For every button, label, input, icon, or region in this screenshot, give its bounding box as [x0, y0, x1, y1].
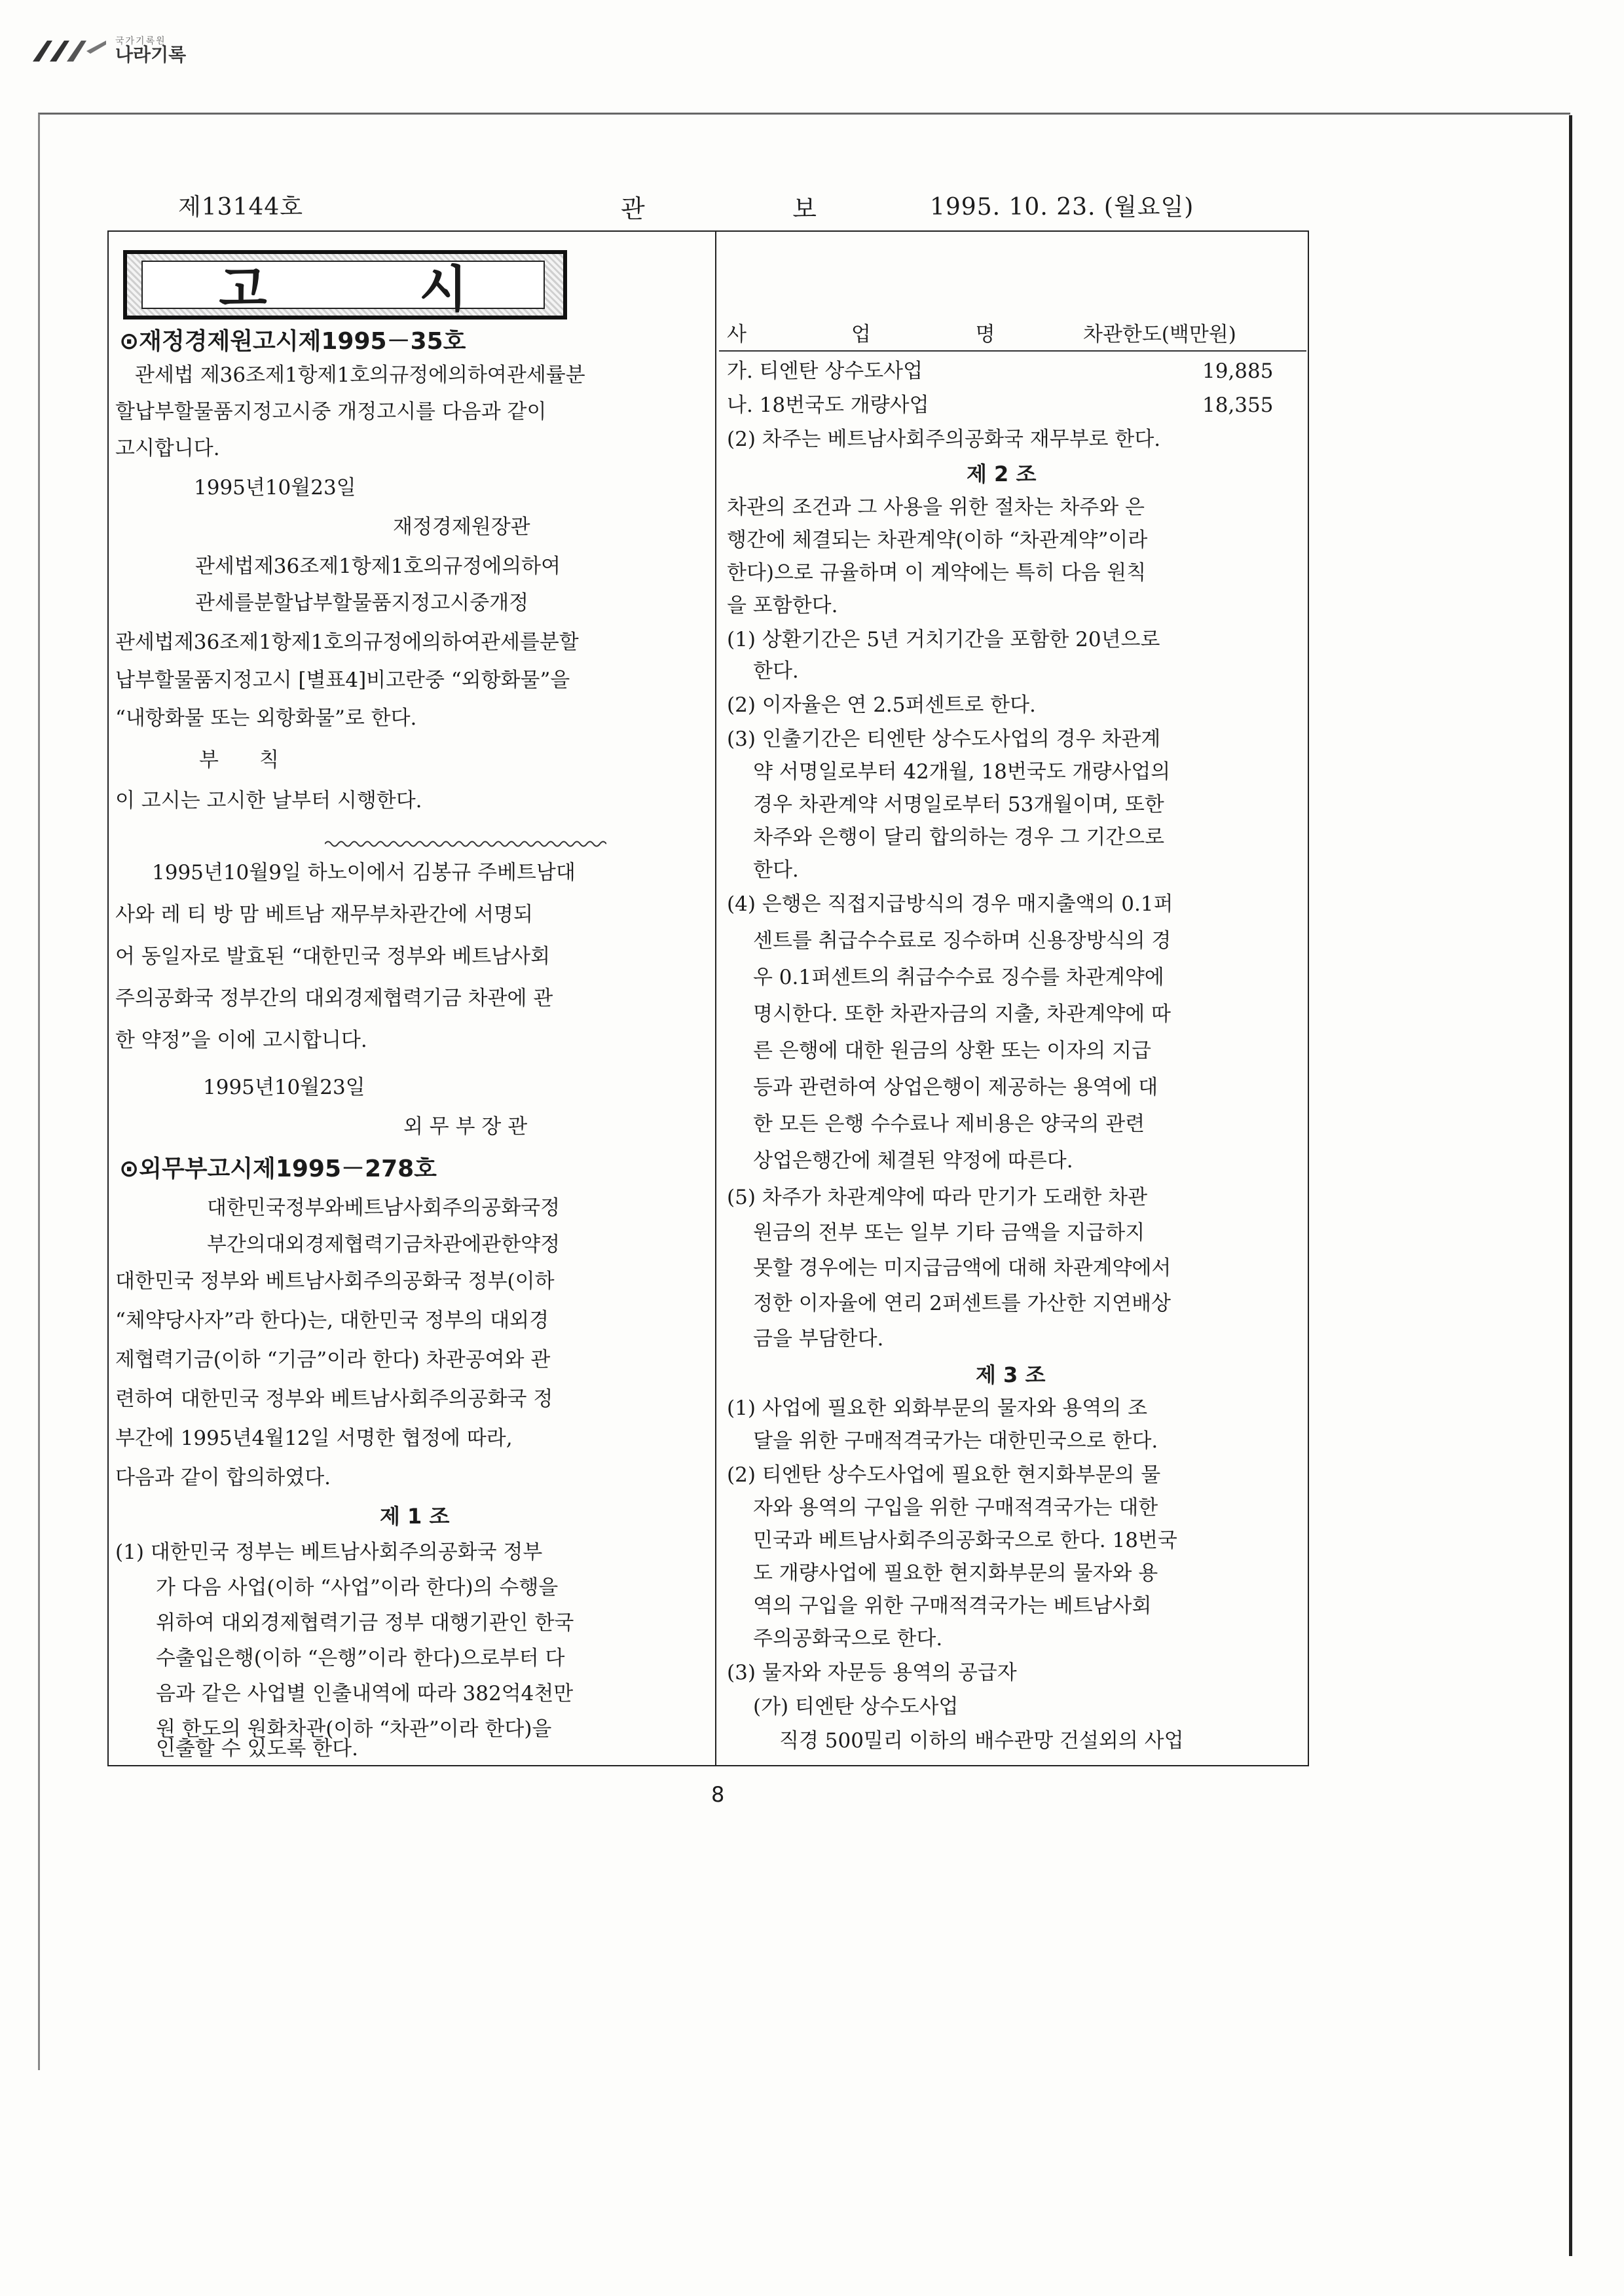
text-line: (1) 대한민국 정부는 베트남사회주의공화국 정부 [115, 1540, 543, 1564]
text-line: 금을 부담한다. [753, 1327, 884, 1351]
text-line: 른 은행에 대한 원금의 상환 또는 이자의 지급 [753, 1039, 1152, 1063]
text-line: 가 다음 사업(이하 “사업”이라 한다)의 수행을 [156, 1576, 559, 1599]
text-line: 원 한도의 원화차관(이하 “차관”이라 한다)을 [156, 1717, 552, 1741]
text-line: “체약당사자”라 한다)는, 대한민국 정부의 대외경 [115, 1309, 549, 1332]
table-row-name: 가. 티엔탄 상수도사업 [727, 359, 923, 383]
text-line: 한다. [753, 858, 799, 882]
date-line: 1995년10월23일 [203, 1076, 365, 1099]
text-line: 한다. [753, 659, 799, 683]
page-number: 8 [711, 1782, 725, 1807]
text-line: 차주와 은행이 달리 합의하는 경우 그 기간으로 [753, 826, 1165, 849]
text-line: 고시합니다. [115, 437, 220, 460]
text-line: 달을 위한 구매적격국가는 대한민국으로 한다. [753, 1429, 1158, 1453]
text-line: 인출할 수 있도록 한다. [156, 1737, 358, 1760]
text-line: 다음과 같이 합의하였다. [115, 1466, 331, 1489]
text-line: (가) 티엔탄 상수도사업 [753, 1695, 959, 1719]
text-line: 어 동일자로 발효된 “대한민국 정부와 베트남사회 [115, 945, 551, 968]
text-line: 제협력기금(이하 “기금”이라 한다) 차관공여와 관 [115, 1348, 551, 1372]
text-line: 행간에 체결되는 차관계약(이하 “차관계약”이라 [727, 528, 1148, 552]
issue-date: 1995. 10. 23. (월요일) [930, 194, 1194, 221]
text-line: (1) 상환기간은 5년 거치기간을 포함한 20년으로 [727, 628, 1160, 651]
national-archives-logo [30, 34, 186, 67]
text-line: 명시한다. 또한 차관자금의 지출, 차관계약에 따 [753, 1002, 1171, 1026]
table-rule [719, 350, 1306, 352]
notice-title: ⊙외무부고시제1995－278호 [119, 1156, 437, 1182]
text-line: 위하여 대외경제협력기금 정부 대행기관인 한국 [156, 1611, 574, 1635]
gazette-title [621, 189, 817, 225]
text-line: 이 고시는 고시한 날부터 시행한다. [115, 789, 422, 812]
text-line: 한 약정”을 이에 고시합니다. [115, 1029, 367, 1052]
text-line: 민국과 베트남사회주의공화국으로 한다. 18번국 [753, 1529, 1177, 1552]
text-line: 주의공화국 정부간의 대외경제협력기금 차관에 관 [115, 987, 553, 1010]
text-line: 납부할물품지정고시 [별표4]비고란중 “외항화물”을 [115, 668, 570, 692]
scan-edge-rule [1569, 115, 1572, 2256]
text-line: (2) 차주는 베트남사회주의공화국 재무부로 한다. [727, 428, 1161, 451]
logo-title: 나라기록 [115, 44, 187, 65]
text-line: 1995년10월9일 하노이에서 김봉규 주베트남대 [152, 861, 576, 884]
banner-char: 고 [219, 259, 267, 318]
text-line: 관세법제36조제1항제1호의규정에의하여관세를분할 [115, 630, 579, 654]
banner-char: 시 [419, 259, 468, 318]
text-line: 자와 용역의 구입을 위한 구매적격국가는 대한 [753, 1496, 1158, 1520]
signature: 외 무 부 장 관 [403, 1115, 528, 1139]
subtitle-line: 관세를분할납부할물품지정고시중개정 [195, 591, 529, 615]
gazette-title-char: 관 [621, 194, 646, 223]
text-line: 직경 500밀리 이하의 배수관망 건설외의 사업 [779, 1729, 1184, 1753]
text-line: 수출입은행(이하 “은행”이라 한다)으로부터 다 [156, 1647, 565, 1670]
table-row-amount: 19,885 [1202, 359, 1274, 383]
text-line: (2) 티엔탄 상수도사업에 필요한 현지화부문의 물 [727, 1463, 1161, 1487]
text-line: 경우 차관계약 서명일로부터 53개월이며, 또한 [753, 793, 1164, 816]
table-header-char: 업 [851, 323, 871, 346]
text-line: 을 포함한다. [727, 594, 838, 617]
table-header-name [727, 325, 995, 345]
addendum-heading: 부 칙 [199, 748, 279, 772]
text-line: 한다)으로 규율하며 이 계약에는 특히 다음 원칙 [727, 561, 1147, 585]
table-header-char: 사 [727, 323, 747, 346]
subtitle-line: 대한민국정부와베트남사회주의공화국정 [207, 1196, 561, 1220]
text-line: (2) 이자율은 연 2.5퍼센트로 한다. [727, 693, 1036, 717]
table-row-name: 나. 18번국도 개량사업 [727, 393, 929, 417]
text-line: (1) 사업에 필요한 외화부문의 물자와 용역의 조 [727, 1396, 1148, 1420]
article-heading: 제 1 조 [380, 1504, 450, 1529]
text-line: (3) 인출기간은 티엔탄 상수도사업의 경우 차관계 [727, 727, 1161, 751]
table-header-char: 명 [975, 323, 995, 346]
text-line: 센트를 취급수수료로 징수하며 신용장방식의 경 [753, 929, 1172, 953]
table-row-amount: 18,355 [1202, 393, 1274, 417]
text-line: 관세법 제36조제1항제1호의규정에의하여관세률분 [135, 363, 585, 387]
text-line: 약 서명일로부터 42개월, 18번국도 개량사업의 [753, 760, 1171, 784]
text-line: 우 0.1퍼센트의 취급수수료 징수를 차관계약에 [753, 966, 1164, 989]
text-line: 사와 레 티 방 맘 베트남 재무부차관간에 서명되 [115, 903, 533, 926]
text-line: (3) 물자와 자문등 용역의 공급자 [727, 1661, 1017, 1685]
text-line: 련하여 대한민국 정부와 베트남사회주의공화국 정 [115, 1387, 553, 1411]
notice-title: ⊙재정경제원고시제1995－35호 [119, 328, 466, 355]
text-line: 대한민국 정부와 베트남사회주의공화국 정부(이하 [115, 1269, 555, 1293]
article-heading: 제 2 조 [967, 462, 1037, 486]
subtitle-line: 관세법제36조제1항제1호의규정에의하여 [195, 555, 561, 578]
text-line: 음과 같은 사업별 인출내역에 따라 382억4천만 [156, 1682, 574, 1705]
text-line: 상업은행간에 체결된 약정에 따른다. [753, 1149, 1073, 1173]
section-divider [325, 839, 606, 848]
text-line: 역의 구입을 위한 구매적격국가는 베트남사회 [753, 1594, 1152, 1618]
issue-number: 제13144호 [178, 194, 304, 221]
date-line: 1995년10월23일 [194, 476, 356, 500]
gazette-title-char: 보 [792, 194, 817, 223]
text-line: 등과 관련하여 상업은행이 제공하는 용역에 대 [753, 1076, 1158, 1099]
text-line: “내항화물 또는 외항화물”로 한다. [115, 706, 417, 730]
logo-subtitle: 국가기록원 [115, 36, 166, 46]
text-line: 원금의 전부 또는 일부 기타 금액을 지급하지 [753, 1221, 1145, 1245]
text-line: 한 모든 은행 수수료나 제비용은 양국의 관련 [753, 1112, 1145, 1136]
text-line: (5) 차주가 차관계약에 따라 만기가 도래한 차관 [727, 1186, 1148, 1209]
text-line: 못할 경우에는 미지급금액에 대해 차관계약에서 [753, 1256, 1172, 1280]
text-line: 할납부할물품지정고시중 개정고시를 다음과 같이 [115, 400, 547, 424]
text-line: (4) 은행은 직접지급방식의 경우 매지출액의 0.1퍼 [727, 892, 1173, 916]
text-line: 주의공화국으로 한다. [753, 1627, 943, 1650]
text-line: 정한 이자율에 연리 2퍼센트를 가산한 지연배상 [753, 1292, 1171, 1315]
subtitle-line: 부간의대외경제협력기금차관에관한약정 [207, 1233, 561, 1256]
text-line: 부간에 1995년4월12일 서명한 협정에 따라, [115, 1427, 513, 1450]
archives-logo-icon [30, 37, 109, 64]
text-line: 차관의 조건과 그 사용을 위한 절차는 차주와 은 [727, 496, 1145, 519]
section-banner [123, 250, 567, 319]
signature: 재정경제원장관 [393, 515, 530, 539]
article-heading: 제 3 조 [976, 1362, 1046, 1387]
text-line: 도 개량사업에 필요한 현지화부문의 물자와 용 [753, 1561, 1158, 1585]
table-header-limit: 차관한도(백만원) [1083, 323, 1236, 346]
